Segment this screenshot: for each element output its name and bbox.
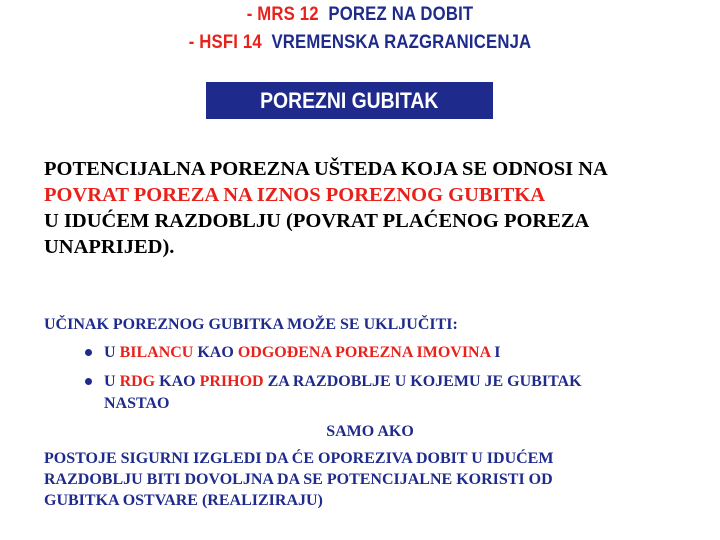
- header-code-hsfi: - HSFI 14: [188, 32, 262, 53]
- intro-line-2-highlight: POVRAT POREZA NA IZNOS POREZNOG GUBITKA: [44, 184, 545, 206]
- bullet2-continuation: NASTAO: [104, 395, 170, 412]
- bullet2-highlight-rdg: RDG: [119, 373, 156, 390]
- bullet1-text-a: U: [104, 344, 120, 361]
- intro-line-4: UNAPRIJED).: [44, 236, 175, 258]
- bullet-dot-2: [85, 378, 92, 385]
- banner-title: POREZNI GUBITAK: [260, 88, 439, 113]
- bullet2-text-b: KAO: [155, 373, 200, 390]
- bullet-dot-1: [85, 349, 92, 356]
- condition-line-1: POSTOJE SIGURNI IZGLEDI DA ĆE OPOREZIVA DOBIT U IDUĆEM: [44, 450, 554, 467]
- effect-heading: UČINAK POREZNOG GUBITKA MOŽE SE UKLJUČITI:: [44, 316, 458, 333]
- bullet2-text-c: ZA RAZDOBLJE U KOJEMU JE GUBITAK: [263, 373, 582, 390]
- bullet2-highlight-prihod: PRIHOD: [199, 373, 264, 390]
- intro-line-3: U IDUĆEM RAZDOBLJU (POVRAT PLAĆENOG POREZA: [44, 210, 590, 232]
- bullet1-highlight-imovina: ODGOĐENA POREZNA IMOVINA: [237, 344, 491, 361]
- condition-line-2: RAZDOBLJU BITI DOVOLJNA DA SE POTENCIJALNE KORISTI OD: [44, 471, 553, 488]
- title-banner: [206, 82, 493, 119]
- bullet1-text-b: KAO: [193, 344, 238, 361]
- header-code-mrs: - MRS 12: [246, 4, 319, 25]
- bullet2-text-a: U: [104, 373, 120, 390]
- bullet-balance-sheet: [104, 342, 501, 364]
- bullet1-text-c: I: [490, 344, 501, 361]
- header-line-1: [43, 4, 677, 26]
- only-if-label: SAMO AKO: [326, 423, 414, 440]
- header-title-razgranicenja: VREMENSKA RAZGRANICENJA: [271, 32, 532, 53]
- header-title-porez: POREZ NA DOBIT: [328, 4, 474, 25]
- header-line-2: [43, 32, 677, 54]
- condition-line-3: GUBITKA OSTVARE (REALIZIRAJU): [44, 492, 323, 509]
- bullet1-highlight-bilanca: BILANCU: [119, 344, 194, 361]
- intro-line-1: POTENCIJALNA POREZNA UŠTEDA KOJA SE ODNOSI NA: [44, 158, 608, 180]
- bullet-income-statement: [104, 371, 582, 393]
- intro-paragraph: [44, 156, 694, 260]
